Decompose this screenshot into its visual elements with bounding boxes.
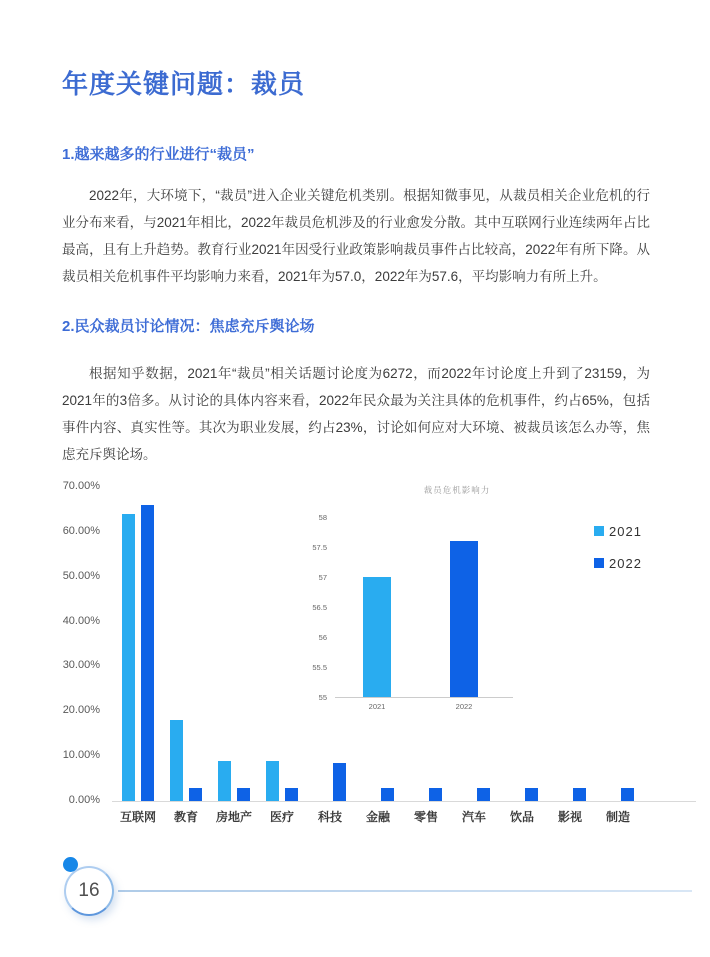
y-axis-tick-label: 70.00% <box>62 479 100 492</box>
bar-2022-金融 <box>381 788 394 801</box>
inset-y-axis-tick-label: 57 <box>318 573 327 582</box>
category-label: 金融 <box>365 810 390 824</box>
section2-paragraph: 根据知乎数据，2021年“裁员”相关话题讨论度为6272，而2022年讨论度上升到了23159，为2021年的3倍多。从讨论的具体内容来看，2022年民众最为关注具体的危机事件，约占65%，包括事件内容、真实性等。其次为职业发展，约占23%，讨论如何应对大环境、被裁员该怎么办等，焦虑充斥舆论场。 <box>62 366 650 462</box>
bar-2021-互联网 <box>122 514 135 801</box>
category-label: 影视 <box>557 810 582 824</box>
legend-label: 2021 <box>609 523 642 539</box>
legend-item-2022 <box>594 556 642 570</box>
category-label: 科技 <box>317 810 342 824</box>
inset-y-axis-tick-label: 58 <box>318 513 327 522</box>
legend-item-2021 <box>594 524 642 538</box>
bar-2021-房地产 <box>218 761 231 801</box>
bar-2022-零售 <box>429 788 442 801</box>
y-axis-tick-label: 50.00% <box>62 569 100 582</box>
category-label: 教育 <box>173 810 198 824</box>
footer-accent-dot <box>63 857 78 872</box>
inset-y-axis-tick-label: 55 <box>318 693 327 702</box>
inset-chart-title: 裁员危机影响力 <box>423 485 491 495</box>
inset-y-axis-tick-label: 56.5 <box>312 603 327 612</box>
bar-2021-医疗 <box>266 761 279 801</box>
category-label: 零售 <box>413 810 438 824</box>
bar-2022-教育 <box>189 788 202 801</box>
inset-y-axis-tick-label: 57.5 <box>312 543 327 552</box>
bar-2022-科技 <box>333 763 346 801</box>
page-title: 年度关键问题：裁员 <box>62 69 306 99</box>
legend-label: 2022 <box>609 555 642 571</box>
category-label: 互联网 <box>119 810 156 824</box>
inset-category-label: 2022 <box>455 702 473 711</box>
y-axis-tick-label: 30.00% <box>62 659 100 672</box>
y-axis-tick-label: 20.00% <box>62 704 100 717</box>
inset-bar-2022 <box>450 541 478 697</box>
bar-2022-影视 <box>573 788 586 801</box>
legend-swatch-icon <box>594 526 604 536</box>
category-label: 医疗 <box>269 810 294 824</box>
section1-paragraph: 2022年，大环境下，“裁员”进入企业关键危机类别。根据知微事见，从裁员相关企业危机的行业分布来看，与2021年相比，2022年裁员危机涉及的行业愈发分散。其中互联网行业连续两年占比最高，且有上升趋势。教育行业2021年因受行业政策影响裁员事件占比较高，2022年有所下降。从裁员相关危机事件平均影响力来看，2021年为57.0，2022年为57.6，平均影响力有所上升。 <box>62 188 650 284</box>
y-axis-tick-label: 60.00% <box>62 524 100 537</box>
bar-2022-制造 <box>621 788 634 801</box>
inset-y-axis-tick-label: 55.5 <box>312 663 327 672</box>
footer-divider-line <box>118 890 692 892</box>
y-axis-tick-label: 0.00% <box>68 794 100 806</box>
bar-2022-汽车 <box>477 788 490 801</box>
bar-2022-医疗 <box>285 788 298 801</box>
inset-bar-2021 <box>363 577 391 697</box>
section1-heading: 1.越来越多的行业进行“裁员” <box>62 146 255 163</box>
page-number: 16 <box>78 880 100 901</box>
inset-y-axis-tick-label: 56 <box>318 633 327 642</box>
bar-2021-教育 <box>170 720 183 801</box>
category-label: 饮品 <box>509 810 534 824</box>
legend-swatch-icon <box>594 558 604 568</box>
y-axis-tick-label: 40.00% <box>62 614 100 627</box>
bar-2022-房地产 <box>237 788 250 801</box>
inset-category-label: 2021 <box>368 702 386 711</box>
bar-2022-饮品 <box>525 788 538 801</box>
layoff-impact-inset-chart <box>297 482 617 722</box>
category-label: 房地产 <box>215 810 252 824</box>
category-label: 汽车 <box>461 810 486 824</box>
inset-x-axis-line <box>335 697 513 698</box>
category-label: 制造 <box>605 810 630 824</box>
section2-heading: 2.民众裁员讨论情况：焦虑充斥舆论场 <box>62 318 315 335</box>
x-axis-line <box>112 801 696 802</box>
bar-2022-互联网 <box>141 505 154 801</box>
chart-legend <box>594 524 642 588</box>
page-number-badge <box>64 866 114 916</box>
y-axis-tick-label: 10.00% <box>62 749 100 762</box>
